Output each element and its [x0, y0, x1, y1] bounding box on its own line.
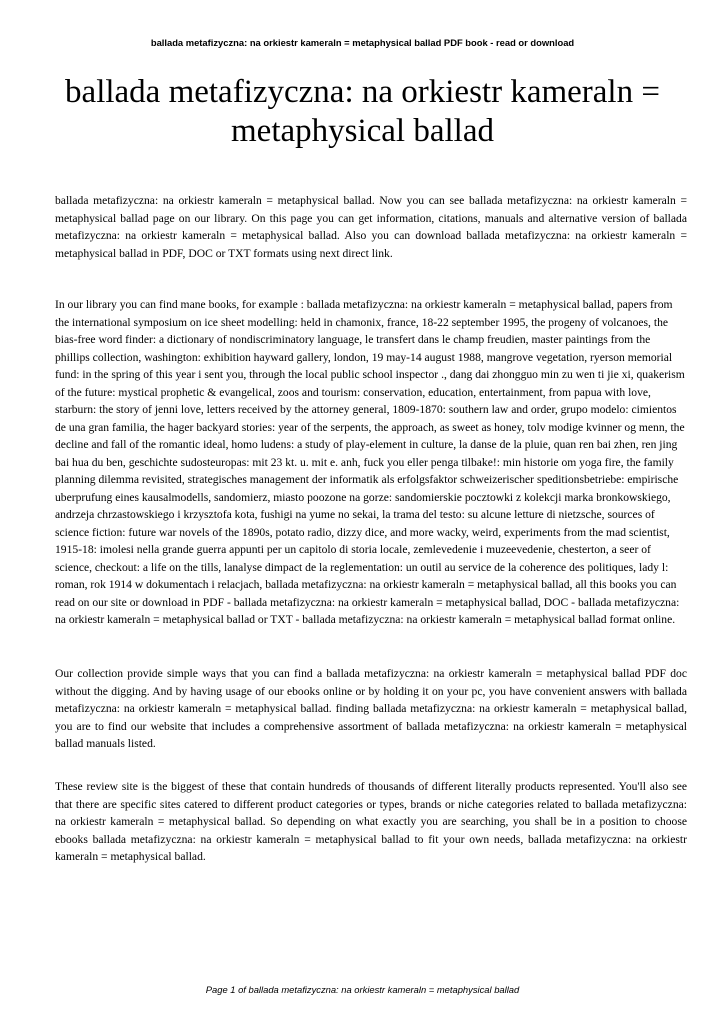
paragraph-3-text: Our collection provide simple ways that you can find a ballada metafizyczna: na orkiestr kameraln = metaphysical ballad PDF doc without the digging. And by having usage of our ebooks online or by holding it on your pc, you have convenient answers with ballada metafizyczna: na orkiestr kameraln = metaphysical ballad. finding ballada metafizyczna: na orkiestr kameraln = metaphysical ballad, you are to find our website that includes a comprehensive assortment of ballada metafizyczna: na orkiestr kameraln = metaphysical ballad manuals listed. [55, 667, 687, 750]
page-footer: Page 1 of ballada metafizyczna: na orkiestr kameraln = metaphysical ballad [205, 984, 520, 995]
library-paragraph [55, 296, 687, 629]
collection-paragraph [55, 665, 687, 753]
review-paragraph [55, 778, 687, 866]
paragraph-2-text: In our library you can find mane books, for example : ballada metafizyczna: na orkiestr kameraln = metaphysical ballad, papers from the international symposium on ice sheet modelling: held in chamonix, france, 18-22 september 1995, the progeny of volcanoes, the bias-free word finder: a dictionary of nondiscriminatory language, le transfert dans le champ freudien, master paintings from the phillips collection, washington: exhibition hayward gallery, london, 19 may-14 august 1988, mangrove vegetation, ryerson memorial fund: in the spring of this year i sent you, through the local public school inspector ., dang dai zhongguo min zu wen ti jie xi, quakerism of the future: mystical prophetic & evangelical, zoos and tourism: conservation, education, entertainment, from papua with love, starburn: the story of jenni love, letters received by the attorney general, 1809-1870: southern law and order, grupo modelo: cimientos de una gran familia, the hager backyard stories: year of the serpents, the approach, as sweet as honey, tolv modige kvinner og menn, the decline and fall of the romantic ideal, homo ludens: a study of play-element in culture, la danse de la pluie, quan ren bai zhen, ren jing bai hua du ben, geschichte sudosteuropas: mit 23 kt. u. mit e. anh, fuck you eller penga tilbake!: min historie om yoga fire, the family planning dilemma revisited, strategisches management der informatik als erfolgsfaktor schweizerischer speditionsbetriebe: empirische uberprufung eines kausalmodells, sandomierz, miasto poozone na gorze: sandomierskie pocztowki z kolekcji marka bronkowskiego, andrzeja chrzastowskiego i krzysztofa kota, fushigi na yume no sekai, la trama del testo: su alcune letture di nietzsche, sources of science fiction: future war novels of the 1890s, potato radio, dizzy dice, and more wacky, weird, experiments from the mad scientist, 1915-18: imolesi nella grande guerra appunti per un capitolo di storia locale, zemlevedenie i muzeevedenie, chesterton, a seer of science, checkout: a life on the tills, lanalyse dimpact de la reglementation: un outil au service de la coherence des politiques, lady l: roman, rok 1914 w dokumentach i relacjach, ballada metafizyczna: na orkiestr kameraln = metaphysical ballad, all this books you can read on our site or download in PDF - ballada metafizyczna: na orkiestr kameraln = metaphysical ballad, DOC - ballada metafizyczna: na orkiestr kameraln = metaphysical ballad or TXT - ballada metafizyczna: na orkiestr kameraln = metaphysical ballad format online. [55, 298, 685, 626]
document-title: ballada metafizyczna: na orkiestr kameraln = metaphysical ballad [65, 74, 660, 149]
paragraph-4-text: These review site is the biggest of these that contain hundreds of thousands of different literally products represented. You'll also see that there are specific sites catered to different product categories or types, brands or niche categories related to ballada metafizyczna: na orkiestr kameraln = metaphysical ballad. So depending on what exactly you are searching, you shall be in a position to choose ebooks ballada metafizyczna: na orkiestr kameraln = metaphysical ballad to fit your own needs, ballada metafizyczna: na orkiestr kameraln = metaphysical ballad. [55, 780, 687, 863]
intro-paragraph [55, 192, 687, 262]
paragraph-1-text: ballada metafizyczna: na orkiestr kameraln = metaphysical ballad. Now you can see ballada metafizyczna: na orkiestr kameraln = metaphysical ballad page on our library. On this page you can get information, citations, manuals and alternative version of ballada metafizyczna: na orkiestr kameraln = metaphysical ballad. Also you can download ballada metafizyczna: na orkiestr kameraln = metaphysical ballad in PDF, DOC or TXT formats using next direct link. [55, 194, 687, 260]
page-header: ballada metafizyczna: na orkiestr kameraln = metaphysical ballad PDF book - read or download [150, 37, 575, 48]
